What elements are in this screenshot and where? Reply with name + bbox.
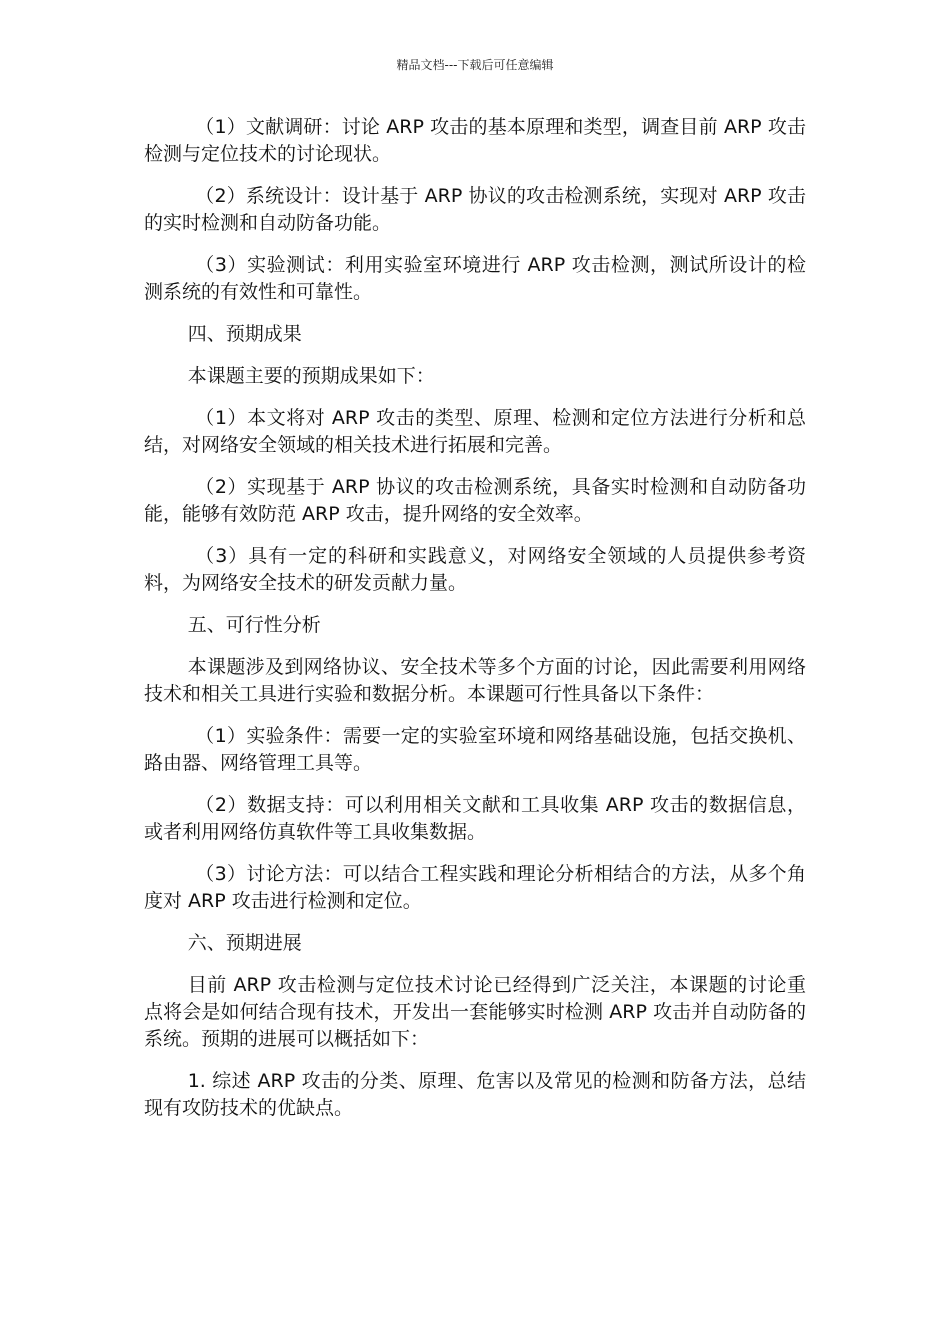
section-heading-expected-results: 四、预期成果 (187, 323, 302, 345)
paragraph-results-item-3: （3）具有一定的科研和实践意义，对网络安全领域的人员提供参考资料，为网络安全技术的研发贡献力量。 (144, 545, 806, 594)
paragraph-feasibility-item-1: （1）实验条件：需要一定的实验室环境和网络基础设施，包括交换机、路由器、网络管理工具等。 (144, 725, 806, 774)
section-heading-feasibility: 五、可行性分析 (187, 614, 321, 636)
section-heading-expected-progress: 六、预期进展 (187, 932, 302, 954)
paragraph-results-intro: 本课题主要的预期成果如下： (187, 365, 435, 387)
paragraph-results-item-1: （1）本文将对 ARP 攻击的类型、原理、检测和定位方法进行分析和总结，对网络安全领域的相关技术进行拓展和完善。 (144, 407, 806, 456)
document-body (144, 114, 806, 1137)
page-header: 精品文档---下载后可任意编辑 (396, 58, 554, 72)
paragraph-results-item-2: （2）实现基于 ARP 协议的攻击检测系统，具备实时检测和自动防备功能，能够有效防范 ARP 攻击，提升网络的安全效率。 (144, 476, 806, 525)
paragraph-research-item-1: （1）文献调研：讨论 ARP 攻击的基本原理和类型，调查目前 ARP 攻击检测与定位技术的讨论现状。 (144, 116, 806, 165)
paragraph-research-item-2: （2）系统设计：设计基于 ARP 协议的攻击检测系统，实现对 ARP 攻击的实时检测和自动防备功能。 (144, 185, 806, 234)
paragraph-feasibility-item-3: （3）讨论方法：可以结合工程实践和理论分析相结合的方法，从多个角度对 ARP 攻击进行检测和定位。 (144, 863, 806, 912)
paragraph-feasibility-intro: 本课题涉及到网络协议、安全技术等多个方面的讨论，因此需要利用网络技术和相关工具进行实验和数据分析。本课题可行性具备以下条件： (144, 656, 806, 705)
paragraph-progress-intro: 目前 ARP 攻击检测与定位技术讨论已经得到广泛关注，本课题的讨论重点将会是如何结合现有技术，开发出一套能够实时检测 ARP 攻击并自动防备的系统。预期的进展可以概括如下： (144, 974, 806, 1050)
paragraph-research-item-3: （3）实验测试：利用实验室环境进行 ARP 攻击检测，测试所设计的检测系统的有效性和可靠性。 (144, 254, 806, 303)
paragraph-feasibility-item-2: （2）数据支持：可以利用相关文献和工具收集 ARP 攻击的数据信息，或者利用网络仿真软件等工具收集数据。 (144, 794, 806, 843)
paragraph-progress-item-1: 1. 综述 ARP 攻击的分类、原理、危害以及常见的检测和防备方法，总结现有攻防技术的优缺点。 (144, 1070, 806, 1119)
